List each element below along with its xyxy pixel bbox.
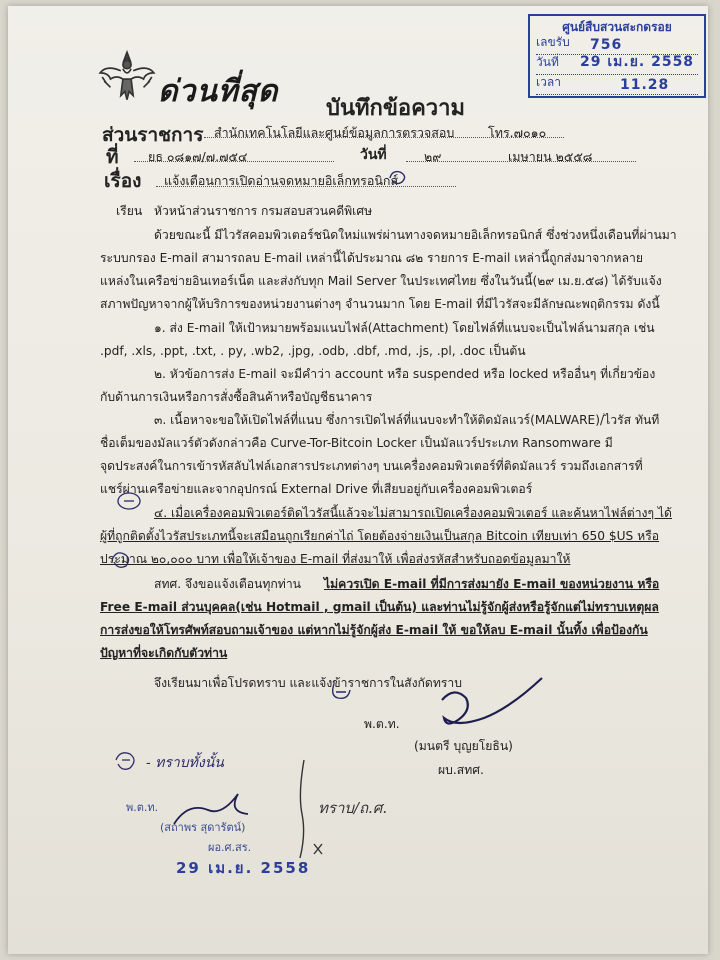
received-stamp-number-label: เลขรับ — [536, 35, 570, 49]
point-1-line-2: .pdf, .xls, .ppt, .txt, . py, .wb2, .jpg, .odb, .dbf, .md, .js, .pl, .doc เป็นต้น — [100, 344, 526, 358]
warning-line-3: การส่งขอให้โทรศัพท์สอบถามเจ้าของ แต่หากไม่รู้จักผู้ส่ง E-mail ให้ ขอให้ลบ E-mail นั้นทิ้ง เพื่อป้องกัน — [100, 623, 648, 637]
received-stamp-date-row — [536, 54, 698, 75]
received-stamp-date-label: วันที่ — [536, 55, 559, 69]
point-3-line-4: แชร์ผ่านเครือข่ายและจากอุปกรณ์ External Drive ที่เสียบอยู่กับเครื่องคอมพิวเตอร์ — [100, 482, 533, 496]
signature-name: (มนตรี บุญยโยธิน) — [414, 739, 513, 753]
point-1-line-1: ๑. ส่ง E-mail ให้เป้าหมายพร้อมแนบไฟล์(Attachment) โดยไฟล์ที่แนบจะเป็นไฟล์นามสกุล เช่น — [154, 321, 655, 335]
subject-label: เรื่อง — [104, 170, 142, 192]
lower-date-stamp: 29 เม.ย. 2558 — [176, 859, 311, 877]
intro-line-1: ด้วยขณะนี้ มีไวรัสคอมพิวเตอร์ชนิดใหม่แพร่ผ่านทางจดหมายอิเล็กทรอนิกส์ ซึ่งช่วงหนึ่งเดือนที่ผ่านมา — [154, 228, 677, 242]
director-signature-icon — [408, 670, 548, 753]
date-label: วันที่ — [360, 147, 387, 163]
handwritten-mark-icon — [386, 168, 410, 188]
warning-line-1a: สทศ. จึงขอแจ้งเตือนทุกท่าน — [154, 577, 301, 591]
received-stamp-time-row — [536, 74, 698, 95]
point-3-line-3: จุดประสงค์ในการเข้ารหัสลับไฟล์เอกสารประเภทต่างๆ บนเครื่องคอมพิวเตอร์ที่ติดมัลแวร์ รวมถึงเอกสารที่ — [100, 459, 643, 473]
signature-rank: พ.ต.ท. — [364, 717, 400, 731]
handwritten-check-mark-icon — [106, 546, 140, 572]
point-2-line-2: กับด้านการเงินหรือการสั่งซื้อสินค้าหรือบัญชีธนาคาร — [100, 390, 373, 404]
handwritten-right-note: ทราบ/ถ.ศ. — [318, 799, 388, 817]
to-label: เรียน — [116, 204, 143, 218]
ref-value: ยธ ๐๘๑๗/๗.๗๕๔ — [148, 149, 248, 164]
point-4-line-1: ๔. เมื่อเครื่องคอมพิวเตอร์ติดไวรัสนี้แล้วจะไม่สามารถเปิดเครื่องคอมพิวเตอร์ และค้นหาไฟล์ต่างๆ ได้ — [154, 506, 672, 520]
memo-document — [8, 6, 708, 954]
subject-value: แจ้งเตือนการเปิดอ่านจดหมายอิเล็กทรอนิกส์ — [164, 173, 399, 188]
handwritten-note-ack: - ทราบทั้งนั้น — [146, 755, 224, 771]
agency-phone: โทร.๗๐๑๐ — [488, 125, 547, 140]
urgency-label: ด่วนที่สุด — [158, 74, 279, 109]
memo-title: บันทึกข้อความ — [326, 96, 466, 121]
agency-label: ส่วนราชการ — [102, 124, 204, 146]
point-2-line-1: ๒. หัวข้อการส่ง E-mail จะมีคำว่า account หรือ suspended หรือ locked หรืออื่นๆ ที่เกี่ยวข้อง — [154, 367, 656, 381]
point-4-line-2: ผู้ที่ถูกติดตั้งไวรัสประเภทนี้จะเสมือนถูกเรียกค่าไถ่ โดยต้องจ่ายเงินเป็นสกุล Bitcoin เทียบเท่า 650 $US หรือ — [100, 529, 660, 543]
received-stamp-date: 29 เม.ย. 2558 — [580, 54, 695, 70]
received-stamp-title: ศูนย์สืบสวนสะกดรอย — [562, 20, 672, 34]
warning-line-4: ปัญหาที่จะเกิดกับตัวท่าน — [100, 646, 228, 660]
handwritten-circle-mark-icon — [114, 488, 148, 514]
signature-position: ผบ.สทศ. — [438, 763, 484, 777]
intro-line-2: ระบบกรอง E-mail สามารถลบ E-mail เหล่านี้ได้ประมาณ ๘๒ รายการ E-mail เหล่านี้ถูกส่งมาจากหลาย — [100, 251, 644, 265]
intro-line-4: สภาพปัญหาจากผู้ให้บริการของหน่วยงานต่างๆ จำนวนมาก โดย E-mail ที่มีไวรัสจะมีลักษณะพฤติกรรม ดังนี้ — [100, 297, 660, 311]
date-day: ๒๙ — [424, 149, 442, 164]
agency-value: สำนักเทคโนโลยีและศูนย์ข้อมูลการตรวจสอบ — [214, 125, 455, 140]
received-stamp-time: 11.28 — [620, 77, 670, 93]
warning-line-2: Free E-mail ส่วนบุคคล(เช่น Hotmail , gmail เป็นต้น) และท่านไม่รู้จักผู้ส่งหรือรู้จักแต่ไม่ทราบเหตุผล — [100, 600, 659, 614]
garuda-emblem-icon — [96, 46, 158, 108]
to-value: หัวหน้าส่วนราชการ กรมสอบสวนคดีพิเศษ — [154, 204, 373, 218]
warning-line-1b: ไม่ควรเปิด E-mail ที่มีการส่งมายัง E-mail ของหน่วยงาน หรือ — [324, 577, 660, 591]
point-4-line-3: ประมาณ ๒๐,๐๐๐ บาท เพื่อให้เจ้าของ E-mail ที่ส่งมาให้ เพื่อส่งรหัสสำหรับถอดข้อมูลมาให้ — [100, 552, 571, 566]
lower-name: (สถาพร สุดารัตน์) — [160, 821, 246, 834]
date-month-year: เมษายน ๒๕๕๘ — [508, 149, 593, 164]
point-3-line-1: ๓. เนื้อหาจะขอให้เปิดไฟล์ที่แนบ ซึ่งการเปิดไฟล์ที่แนบจะทำให้ติดมัลแวร์(MALWARE)/ไวรัส ทันที — [154, 413, 660, 427]
handwritten-note-mark-icon — [108, 746, 148, 776]
received-stamp-number: 756 — [590, 37, 623, 53]
handwritten-initial-icon — [326, 676, 362, 706]
lower-rank: พ.ต.ท. — [126, 801, 159, 814]
closing-line: จึงเรียนมาเพื่อโปรดทราบ และแจ้งข้าราชการในสังกัดทราบ — [154, 676, 462, 690]
point-3-line-2: ชื่อเต็มของมัลแวร์ตัวดังกล่าวคือ Curve-Tor-Bitcoin Locker เป็นมัลแวร์ประเภท Ransomware มี — [100, 436, 613, 450]
received-stamp — [528, 14, 706, 98]
intro-line-3: แหล่งในเครือข่ายอินเทอร์เน็ต และส่งกับทุก Mail Server ในประเทศไทย ซึ่งในวันนี้(๒๙ เม.ย.๕๘) ได้รับแจ้ง — [100, 274, 662, 288]
received-stamp-time-label: เวลา — [536, 75, 561, 89]
ref-label: ที่ — [106, 146, 119, 168]
lower-position: ผอ.ศ.สร. — [208, 841, 252, 854]
